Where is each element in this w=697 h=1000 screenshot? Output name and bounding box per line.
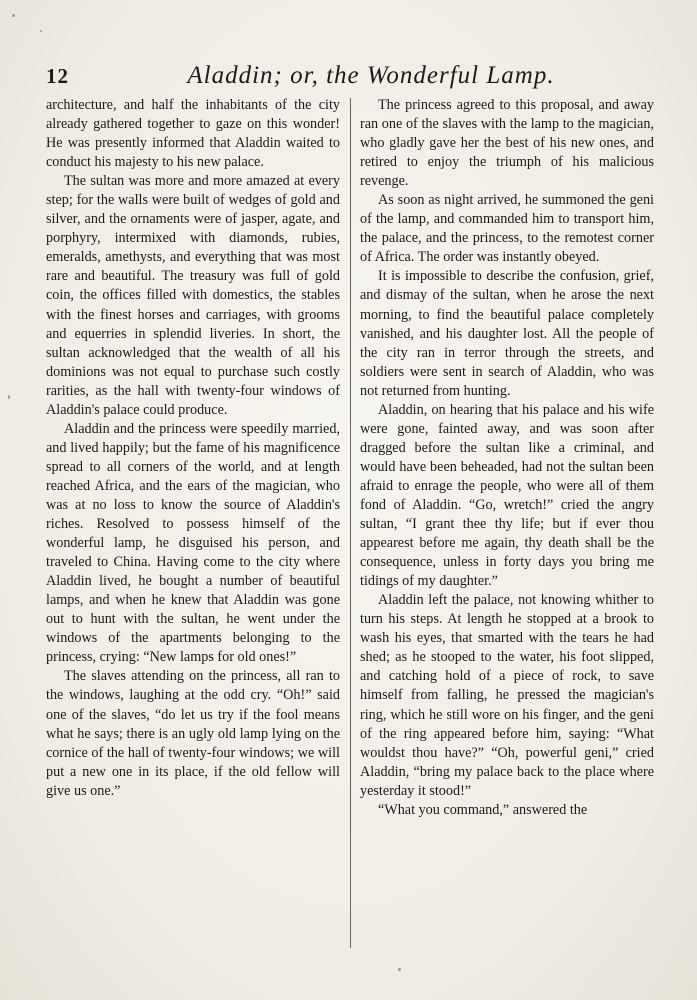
- right-column: [360, 96, 654, 820]
- left-column: [46, 96, 340, 801]
- paper-speck: [40, 30, 42, 32]
- paragraph: “What you command,” answered the: [378, 801, 588, 818]
- paragraph: As soon as night arrived, he summoned the geni of the lamp, and commanded him to transport him, the palace, and the princess, to the remotest corner of Africa. The order was instantly obeyed.: [360, 192, 654, 266]
- paragraph: Aladdin and the princess were speedily married, and lived happily; but the fame of his magnificence spread to all corners of the world, and at length reached Africa, and the ears of the magician, who was at no loss to know the source of Aladdin's riches. Resolved to possess himself of the wonderful lamp, he disguised his person, and traveled to China. Having come to the city where Aladdin lived, he bought a number of beautiful lamps, and when he knew that Aladdin was gone out to hunt with the sultan, he went under the windows of the apartments belonging to the princess, crying: “New lamps for old ones!”: [46, 420, 340, 666]
- paper-speck: [398, 968, 401, 971]
- paragraph: architecture, and half the inhabitants of the city already gathered together to gaze on this wonder! He was presently informed that Aladdin waited to conduct his majesty to his new palace.: [46, 97, 340, 171]
- running-title: Aladdin; or, the Wonderful Lamp.: [187, 62, 555, 89]
- paper-speck: [8, 395, 10, 399]
- paragraph: The sultan was more and more amazed at every step; for the walls were built of wedges of gold and silver, and the ornaments were of jasper, agate, and porphyry, intermixed with diamonds, rubies, emeralds, amethysts, and everything that was most rare and beautiful. The treasury was full of gold coin, the offices filled with domestics, the stables with the finest horses and carriages, with grooms and equerries in splendid liveries. In short, the sultan acknowledged that the wealth of all his dominions was not equal to purchase such costly rarities, as the hall with twenty-four windows of Aladdin's palace could produce.: [46, 173, 340, 418]
- paragraph: The princess agreed to this proposal, and away ran one of the slaves with the lamp to the magician, who gladly gave her the best of his new ones, and retired to enjoy the triumph of his malicious revenge.: [360, 97, 654, 190]
- paragraph: The slaves attending on the princess, all ran to the windows, laughing at the odd cry. “Oh!” said one of the slaves, “do let us try if the fool means what he says; there is an ugly old lamp lying on the cornice of the hall of twenty-four windows; we will put a new one in its place, if the old fellow will give us one.”: [46, 668, 340, 799]
- paragraph: Aladdin, on hearing that his palace and his wife were gone, fainted away, and was soon after dragged before the sultan like a criminal, and would have been beheaded, had not the sultan been afraid to enrage the people, who were all of them fond of Aladdin. “Go, wretch!” cried the angry sultan, “I grant thee thy life; but if ever thou appearest before me again, thy death shall be the consequence, unless in forty days you bring me tidings of my daughter.”: [360, 401, 654, 590]
- paragraph: It is impossible to describe the confusion, grief, and dismay of the sultan, when he arose the next morning, to find the beautiful palace completely vanished, and his daughter lost. All the people of the city ran in terror through the streets, and soldiers were sent in search of Aladdin, who was not returned from hunting.: [360, 268, 654, 399]
- paper-speck: [12, 14, 15, 17]
- column-divider: [350, 98, 351, 948]
- page-number: 12: [46, 64, 69, 88]
- paragraph: Aladdin left the palace, not knowing whither to turn his steps. At length he stopped at a brook to wash his eyes, that smarted with the tears he had shed; as he stooped to the water, his foot slipped, and catching hold of a piece of rock, to save himself from falling, he pressed the magician's ring, which he still wore on his finger, and the geni of the ring appeared before him, saying: “What wouldst thou have?” “Oh, powerful geni,” cried Aladdin, “bring my palace back to the place where yesterday it stood!”: [360, 592, 654, 799]
